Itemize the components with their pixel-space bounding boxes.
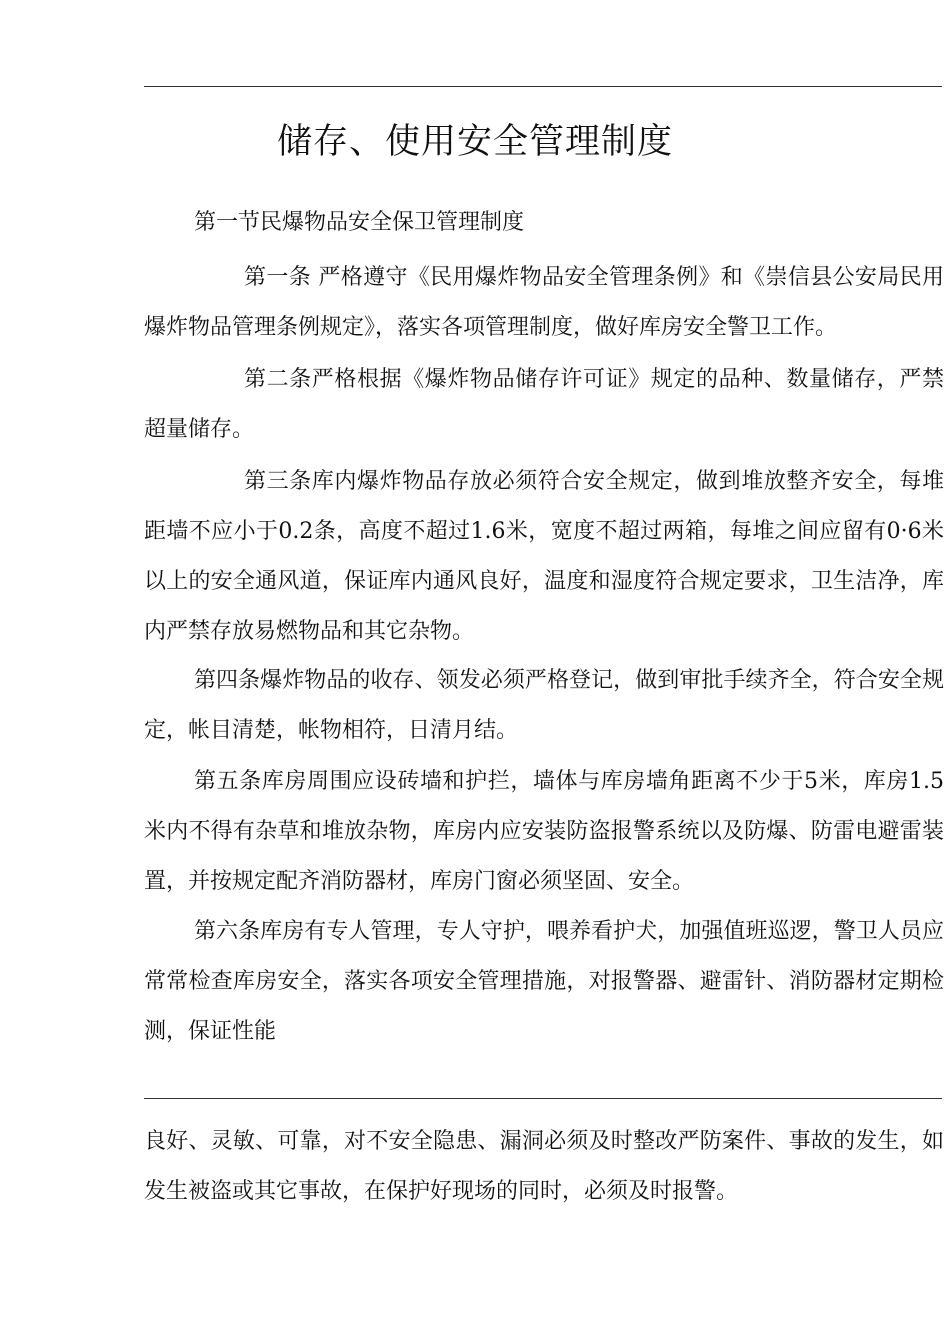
top-divider bbox=[144, 86, 942, 87]
section-heading: 第一节民爆物品安全保卫管理制度 bbox=[194, 210, 525, 235]
article-3-paragraph: 第三条库内爆炸物品存放必须符合安全规定，做到堆放整齐安全，每堆距墙不应小于0.2条，高度不超过1.6米，宽度不超过两箱，每堆之间应留有0·6米以上的安全通风道，保证库内通风良好，温度和湿度符合规定要求，卫生洁净，库内严禁存放易燃物品和其它杂物。 bbox=[144, 469, 944, 644]
article-6-paragraph: 第六条库房有专人管理，专人守护，喂养看护犬，加强值班巡逻，警卫人员应常常检查库房安全，落实各项安全管理措施，对报警器、避雷针、消防器材定期检测，保证性能 bbox=[144, 919, 944, 1044]
article-1-paragraph: 第一条 严格遵守《民用爆炸物品安全管理条例》和《崇信县公安局民用爆炸物品管理条例规定》，落实各项管理制度，做好库房安全警卫工作。 bbox=[144, 265, 944, 340]
article-5-paragraph: 第五条库房周围应设砖墙和护拦，墙体与库房墙角距离不少于5米，库房1.5米内不得有杂草和堆放杂物，库房内应安装防盗报警系统以及防爆、防雷电避雷装置，并按规定配齐消防器材，库房门窗必须坚固、安全。 bbox=[144, 769, 944, 894]
continuation-paragraph: 良好、灵敏、可靠，对不安全隐患、漏洞必须及时整改严防案件、事故的发生，如发生被盗或其它事故，在保护好现场的同时，必须及时报警。 bbox=[144, 1129, 944, 1204]
article-2-paragraph: 第二条严格根据《爆炸物品储存许可证》规定的品种、数量储存，严禁超量储存。 bbox=[144, 367, 944, 442]
document-title: 储存、使用安全管理制度 bbox=[276, 122, 673, 162]
article-4-paragraph: 第四条爆炸物品的收存、领发必须严格登记，做到审批手续齐全，符合安全规定，帐目清楚，帐物相符，日清月结。 bbox=[144, 668, 944, 743]
page-break-divider bbox=[144, 1098, 942, 1099]
